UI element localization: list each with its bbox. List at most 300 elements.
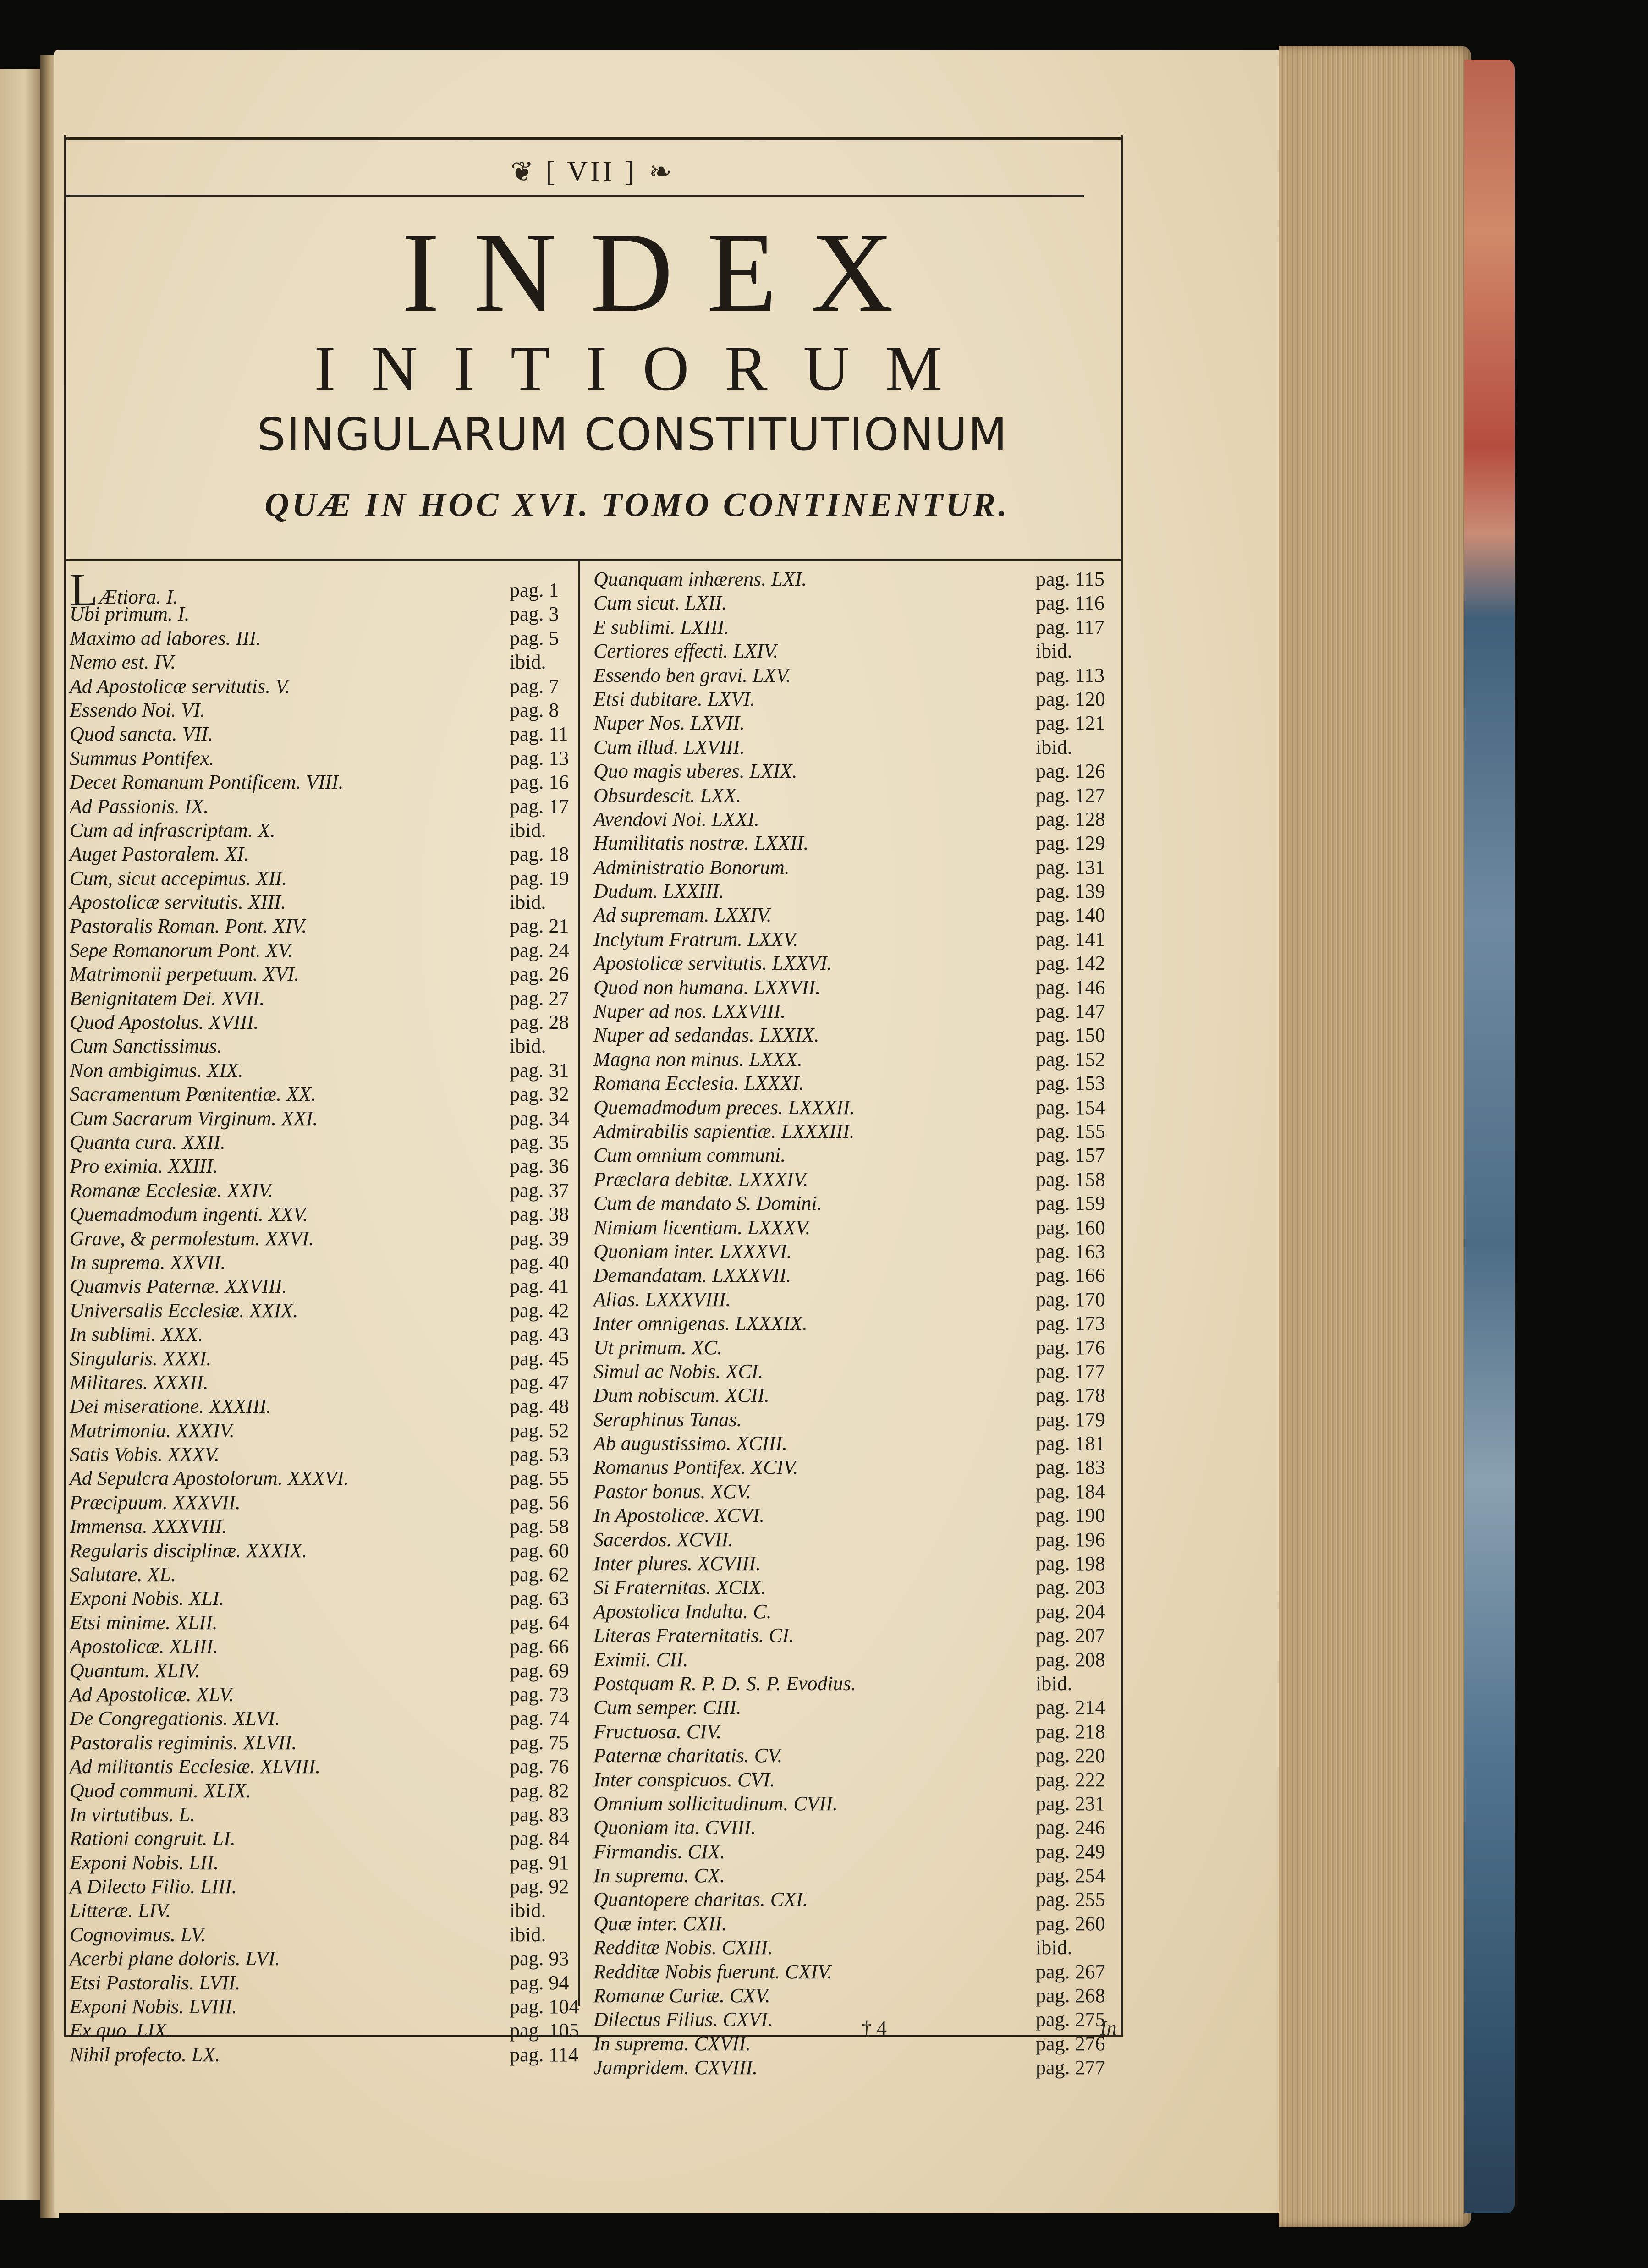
- index-entry: [593, 1360, 1125, 1384]
- index-entry: [593, 1672, 1125, 1696]
- entry-page: pag. 82: [510, 1779, 569, 1802]
- index-entry: [593, 1744, 1125, 1768]
- index-entry: [70, 987, 578, 1010]
- entry-incipit: Fructuosa. CIV.: [593, 1720, 722, 1743]
- index-entry: [70, 1731, 578, 1755]
- entry-incipit: Nuper ad sedandas. LXXIX.: [593, 1024, 819, 1047]
- entry-incipit: Universalis Ecclesiæ. XXIX.: [70, 1299, 298, 1322]
- index-entry: [593, 591, 1125, 615]
- entry-page: pag. 140: [1036, 904, 1105, 927]
- entry-incipit: Cum sicut. LXII.: [593, 592, 727, 615]
- title-subtitle: QUÆ IN HOC XVI. TOMO CONTINENTUR.: [264, 486, 1010, 524]
- entry-page: pag. 92: [510, 1875, 569, 1898]
- entry-incipit: Quanquam inhærens. LXI.: [593, 568, 807, 590]
- entry-incipit: Seraphinus Tanas.: [593, 1408, 742, 1431]
- index-entry: [70, 795, 578, 818]
- entry-incipit: Salutare. XL.: [70, 1563, 176, 1586]
- index-entry: [70, 1827, 578, 1851]
- entry-incipit: Satis Vobis. XXXV.: [70, 1443, 220, 1466]
- entry-page: ibid.: [510, 818, 546, 841]
- entry-incipit: Postquam R. P. D. S. P. Evodius.: [593, 1672, 856, 1695]
- entry-page: pag. 3: [510, 603, 559, 626]
- entry-page: pag. 141: [1036, 928, 1105, 950]
- entry-incipit: Quod communi. XLIX.: [70, 1779, 251, 1802]
- entry-page: pag. 37: [510, 1179, 569, 1202]
- entry-incipit: Pastoralis Roman. Pont. XIV.: [70, 915, 307, 938]
- index-entry: [593, 831, 1125, 855]
- entry-page: pag. 181: [1036, 1432, 1105, 1455]
- entry-incipit: Omnium sollicitudinum. CVII.: [593, 1792, 838, 1815]
- entry-incipit: Grave, & permolestum. XXVI.: [70, 1227, 314, 1250]
- entry-page: ibid.: [510, 651, 546, 674]
- left-page-edge: [0, 69, 41, 2200]
- index-entry: [70, 1971, 578, 1995]
- entry-incipit: Cum de mandato S. Domini.: [593, 1192, 822, 1215]
- index-entry: [70, 1635, 578, 1658]
- entry-page: pag. 127: [1036, 784, 1105, 807]
- entry-page: pag. 69: [510, 1659, 569, 1682]
- index-entry: [70, 1947, 578, 1971]
- entry-incipit: Matrimonia. XXXIV.: [70, 1419, 235, 1442]
- index-entry: [70, 1611, 578, 1635]
- index-entry: [70, 1587, 578, 1610]
- entry-incipit: Acerbi plane doloris. LVI.: [70, 1947, 280, 1970]
- index-entry: [593, 1912, 1125, 1936]
- entry-incipit: Quæ inter. CXII.: [593, 1912, 727, 1935]
- entry-page: pag. 8: [510, 698, 559, 721]
- entry-incipit: Nuper Nos. LXVII.: [593, 712, 745, 735]
- entry-incipit: Admirabilis sapientiæ. LXXXIII.: [593, 1120, 855, 1142]
- entry-page: pag. 74: [510, 1707, 569, 1730]
- fleuron-left-icon: ❦: [511, 157, 534, 187]
- marbled-binding: [1464, 60, 1515, 2213]
- entry-incipit: Cum Sanctissimus.: [70, 1035, 222, 1058]
- entry-incipit: Ex quo. LIX.: [70, 2019, 172, 2042]
- entry-incipit: Quod sancta. VII.: [70, 723, 213, 746]
- entry-page: pag. 13: [510, 747, 569, 769]
- entry-incipit: Quo magis uberes. LXIX.: [593, 760, 797, 783]
- index-entry: [593, 879, 1125, 903]
- entry-incipit: Quantum. XLIV.: [70, 1659, 200, 1682]
- entry-incipit: In suprema. CX.: [593, 1864, 725, 1887]
- index-entry: [70, 1179, 578, 1203]
- index-entry: [70, 1203, 578, 1226]
- entry-incipit: Exponi Nobis. XLI.: [70, 1587, 225, 1610]
- entry-page: pag. 93: [510, 1947, 569, 1970]
- entry-page: pag. 179: [1036, 1408, 1105, 1431]
- entry-page: pag. 52: [510, 1419, 569, 1442]
- entry-page: pag. 176: [1036, 1336, 1105, 1359]
- entry-incipit: In suprema. CXVII.: [593, 2032, 751, 2055]
- entry-incipit: Romana Ecclesia. LXXXI.: [593, 1072, 804, 1095]
- column-divider: [578, 560, 580, 2006]
- index-entry: [593, 1455, 1125, 1479]
- entry-page: pag. 214: [1036, 1696, 1105, 1719]
- entry-page: pag. 178: [1036, 1384, 1105, 1407]
- entry-incipit: Certiores effecti. LXIV.: [593, 640, 779, 663]
- index-entry: [593, 1600, 1125, 1624]
- entry-page: pag. 207: [1036, 1624, 1105, 1647]
- index-entry: [593, 664, 1125, 687]
- index-entry: [593, 1336, 1125, 1360]
- entry-incipit: Dilectus Filius. CXVI.: [593, 2008, 773, 2031]
- entry-page: pag. 153: [1036, 1072, 1105, 1095]
- entry-page: pag. 34: [510, 1107, 569, 1130]
- entry-incipit: Cognovimus. LV.: [70, 1923, 206, 1946]
- entry-incipit: Romanæ Curiæ. CXV.: [593, 1984, 770, 2007]
- entry-incipit: Quamvis Paternæ. XXVIII.: [70, 1275, 287, 1298]
- entry-incipit: Exponi Nobis. LII.: [70, 1851, 219, 1874]
- entry-page: pag. 38: [510, 1203, 569, 1226]
- index-entry: [593, 1168, 1125, 1192]
- index-entry: [593, 784, 1125, 807]
- entry-page: pag. 249: [1036, 1840, 1105, 1863]
- catchword: In: [1100, 2017, 1117, 2039]
- index-entry: [70, 1034, 578, 1058]
- entry-page: ibid.: [1036, 1672, 1072, 1695]
- entry-page: pag. 116: [1036, 592, 1104, 615]
- entry-page: pag. 146: [1036, 976, 1105, 999]
- index-entry: [593, 1816, 1125, 1840]
- index-entry: [70, 1851, 578, 1875]
- entry-page: pag. 131: [1036, 856, 1105, 879]
- index-entry: [593, 759, 1125, 783]
- entry-incipit: Etsi dubitare. LXVI.: [593, 687, 755, 710]
- entry-incipit: Præclara debitæ. LXXXIV.: [593, 1168, 808, 1191]
- entry-page: pag. 268: [1036, 1984, 1105, 2007]
- entry-page: ibid.: [1036, 1936, 1072, 1959]
- entry-page: pag. 231: [1036, 1792, 1105, 1815]
- entry-incipit: Jampridem. CXVIII.: [593, 2056, 758, 2079]
- index-entry: [70, 1466, 578, 1490]
- folio-number: [ VII ]: [545, 156, 637, 187]
- entry-page: pag. 114: [510, 2043, 578, 2066]
- entry-incipit: Ab augustissimo. XCIII.: [593, 1432, 787, 1455]
- entry-page: pag. 218: [1036, 1720, 1105, 1743]
- entry-page: pag. 75: [510, 1731, 569, 1754]
- entry-incipit: Apostolicæ servitutis. XIII.: [70, 891, 286, 914]
- entry-incipit: Rationi congruit. LI.: [70, 1827, 236, 1850]
- index-entry: [70, 842, 578, 866]
- title-initiorum: INITIORUM: [314, 333, 978, 404]
- entry-page: pag. 45: [510, 1347, 569, 1370]
- index-entry: [70, 890, 578, 914]
- running-head: [486, 147, 697, 197]
- entry-page: pag. 196: [1036, 1528, 1105, 1551]
- entry-page: pag. 42: [510, 1299, 569, 1322]
- entry-page: pag. 160: [1036, 1216, 1105, 1239]
- index-entry: [70, 1755, 578, 1779]
- entry-page: pag. 246: [1036, 1816, 1105, 1839]
- entry-page: pag. 84: [510, 1827, 569, 1850]
- index-entry: [70, 1995, 578, 2019]
- entry-page: pag. 121: [1036, 712, 1105, 735]
- index-entry: [593, 903, 1125, 927]
- index-entry: [593, 1216, 1125, 1240]
- index-entry: [593, 615, 1125, 639]
- entry-incipit: Ad militantis Ecclesiæ. XLVIII.: [70, 1755, 321, 1778]
- signature-mark: † 4: [862, 2017, 887, 2039]
- entry-page: pag. 55: [510, 1467, 569, 1490]
- entry-page: pag. 170: [1036, 1288, 1105, 1311]
- index-entry: [70, 1803, 578, 1827]
- initial-letter: L: [70, 564, 99, 616]
- entry-incipit: Literas Fraternitatis. CI.: [593, 1624, 794, 1647]
- index-entry: [70, 1491, 578, 1515]
- entry-page: pag. 275: [1036, 2008, 1105, 2031]
- entry-page: pag. 255: [1036, 1888, 1105, 1911]
- entry-incipit: Ut primum. XC.: [593, 1336, 723, 1359]
- index-entry: [70, 1154, 578, 1178]
- entry-incipit: Pro eximia. XXIII.: [70, 1155, 218, 1178]
- entry-incipit: Summus Pontifex.: [70, 747, 214, 769]
- index-entry: [70, 1395, 578, 1418]
- entry-incipit: Avendovi Noi. LXXI.: [593, 807, 759, 830]
- entry-incipit: Romanus Pontifex. XCIV.: [593, 1456, 798, 1479]
- entry-incipit: Romanæ Ecclesiæ. XXIV.: [70, 1179, 273, 1202]
- index-entry: [593, 1576, 1125, 1599]
- fleuron-right-icon: ❧: [648, 157, 672, 187]
- entry-page: pag. 60: [510, 1539, 569, 1562]
- index-entry: [593, 1263, 1125, 1287]
- entry-page: pag. 39: [510, 1227, 569, 1250]
- index-entry: [593, 2032, 1125, 2056]
- entry-page: pag. 117: [1036, 615, 1104, 638]
- entry-incipit: Alias. LXXXVIII.: [593, 1288, 731, 1311]
- index-entry: [593, 2008, 1125, 2032]
- entry-page: pag. 104: [510, 1995, 579, 2018]
- entry-page: pag. 177: [1036, 1360, 1105, 1383]
- entry-incipit: Sepe Romanorum Pont. XV.: [70, 939, 293, 961]
- entry-incipit: Cum, sicut accepimus. XII.: [70, 867, 287, 890]
- index-entry: [593, 639, 1125, 663]
- index-entry: [593, 1288, 1125, 1312]
- index-entry: [593, 1792, 1125, 1816]
- index-entry: [70, 675, 578, 698]
- entry-page: pag. 35: [510, 1131, 569, 1153]
- index-entry: [70, 770, 578, 794]
- entry-incipit: Redditæ Nobis fuerunt. CXIV.: [593, 1960, 833, 1983]
- entry-page: pag. 5: [510, 626, 559, 649]
- index-entry: [593, 1192, 1125, 1215]
- entry-page: pag. 139: [1036, 880, 1105, 903]
- index-entry: [70, 722, 578, 746]
- entry-page: pag. 24: [510, 939, 569, 961]
- entry-page: pag. 126: [1036, 760, 1105, 783]
- entry-incipit: Pastor bonus. XCV.: [593, 1480, 751, 1503]
- entry-incipit: Cum omnium communi.: [593, 1144, 786, 1167]
- entry-incipit: Nihil profecto. LX.: [70, 2043, 220, 2066]
- entry-page: pag. 147: [1036, 1000, 1105, 1023]
- entry-page: pag. 220: [1036, 1744, 1105, 1767]
- entry-page: pag. 11: [510, 723, 568, 746]
- index-entry: [70, 1659, 578, 1683]
- entry-incipit: Sacramentum Pœnitentiæ. XX.: [70, 1083, 316, 1106]
- entry-incipit: In sublimi. XXX.: [70, 1323, 203, 1346]
- entry-page: pag. 120: [1036, 687, 1105, 710]
- entry-page: pag. 157: [1036, 1144, 1105, 1167]
- index-entry: [70, 2043, 578, 2067]
- entry-incipit: Ad Passionis. IX.: [70, 795, 209, 818]
- index-entry: [593, 1143, 1125, 1167]
- index-entry: [70, 1131, 578, 1154]
- entry-page: pag. 260: [1036, 1912, 1105, 1935]
- entry-incipit: Etsi minime. XLII.: [70, 1611, 218, 1634]
- entry-page: pag. 21: [510, 915, 569, 938]
- entry-incipit: Cum Sacrarum Virginum. XXI.: [70, 1107, 318, 1130]
- entry-incipit: Apostolicæ. XLIII.: [70, 1635, 218, 1658]
- entry-page: pag. 7: [510, 675, 559, 697]
- index-entry: [593, 1648, 1125, 1672]
- entry-page: pag. 276: [1036, 2032, 1105, 2055]
- entry-incipit: Benignitatem Dei. XVII.: [70, 987, 265, 1010]
- entry-page: pag. 28: [510, 1011, 569, 1034]
- entry-page: ibid.: [510, 1899, 546, 1922]
- index-entry: [70, 1515, 578, 1538]
- index-entry: [70, 2019, 578, 2043]
- entry-incipit: Si Fraternitas. XCIX.: [593, 1576, 766, 1599]
- entry-incipit: Dei miseratione. XXXIII.: [70, 1395, 271, 1418]
- index-entry: [593, 976, 1125, 999]
- entry-page: pag. 190: [1036, 1504, 1105, 1527]
- entry-page: pag. 159: [1036, 1192, 1105, 1215]
- entry-page: ibid.: [1036, 640, 1072, 663]
- index-entry: [70, 1227, 578, 1251]
- index-entry: [593, 1384, 1125, 1407]
- entry-page: pag. 183: [1036, 1456, 1105, 1479]
- entry-incipit: Nemo est. IV.: [70, 651, 176, 674]
- index-entry: [70, 914, 578, 938]
- entry-incipit: Maximo ad labores. III.: [70, 626, 261, 649]
- entry-incipit: Pastoralis regiminis. XLVII.: [70, 1731, 297, 1754]
- entry-incipit: Regularis disciplinæ. XXXIX.: [70, 1539, 308, 1562]
- index-entry: [593, 1624, 1125, 1647]
- index-entry: [593, 856, 1125, 879]
- entry-incipit: Immensa. XXXVIII.: [70, 1515, 227, 1538]
- entry-incipit: Eximii. CII.: [593, 1648, 688, 1671]
- entry-page: pag. 83: [510, 1803, 569, 1826]
- index-entry: [593, 1552, 1125, 1576]
- index-entry: [70, 1875, 578, 1899]
- entry-page: pag. 129: [1036, 832, 1105, 855]
- entry-incipit: Quoniam inter. LXXXVI.: [593, 1240, 792, 1263]
- entry-incipit: Matrimonii perpetuum. XVI.: [70, 963, 300, 986]
- index-entry: [593, 1023, 1125, 1047]
- entry-incipit: Ubi primum. I.: [70, 603, 190, 626]
- title-singularum: SINGULARUM CONSTITUTIONUM: [257, 409, 1008, 461]
- entry-page: pag. 158: [1036, 1168, 1105, 1191]
- index-entry: [593, 1936, 1125, 1960]
- index-entry: [593, 1504, 1125, 1527]
- entry-page: ibid.: [510, 1035, 546, 1058]
- entry-page: pag. 173: [1036, 1312, 1105, 1335]
- index-entry: [593, 1071, 1125, 1095]
- index-entry: [593, 1408, 1125, 1432]
- index-entry: [70, 747, 578, 770]
- index-entry: [593, 1720, 1125, 1744]
- entry-incipit: Paternæ charitatis. CV.: [593, 1744, 783, 1767]
- index-entry: [593, 2056, 1125, 2080]
- entry-incipit: A Dilecto Filio. LIII.: [70, 1875, 237, 1898]
- index-entry: [70, 626, 578, 650]
- index-entry: [70, 1059, 578, 1082]
- entry-incipit: Inter plures. XCVIII.: [593, 1552, 761, 1575]
- index-entry: [593, 711, 1125, 735]
- entry-page: pag. 254: [1036, 1864, 1105, 1887]
- entry-incipit: Quanta cura. XXII.: [70, 1131, 225, 1153]
- page-block-edge: [1279, 46, 1471, 2227]
- entry-page: pag. 31: [510, 1059, 569, 1082]
- entry-page: pag. 94: [510, 1971, 569, 1994]
- entry-page: pag. 204: [1036, 1600, 1105, 1623]
- entry-page: pag. 63: [510, 1587, 569, 1610]
- entry-page: pag. 18: [510, 843, 569, 866]
- entry-page: pag. 41: [510, 1275, 569, 1298]
- entry-incipit: In Apostolicæ. XCVI.: [593, 1504, 765, 1527]
- entry-page: pag. 66: [510, 1635, 569, 1658]
- entry-page: pag. 62: [510, 1563, 569, 1586]
- entry-incipit: Quod Apostolus. XVIII.: [70, 1011, 259, 1034]
- entry-page: pag. 150: [1036, 1024, 1105, 1047]
- entry-page: pag. 48: [510, 1395, 569, 1418]
- entry-incipit: Essendo ben gravi. LXV.: [593, 664, 791, 686]
- entry-page: pag. 155: [1036, 1120, 1105, 1142]
- index-entry: [593, 1240, 1125, 1263]
- index-entry: [593, 1312, 1125, 1335]
- entry-incipit: Quoniam ita. CVIII.: [593, 1816, 756, 1839]
- entry-incipit: Cum ad infrascriptam. X.: [70, 818, 275, 841]
- entry-incipit: Militares. XXXII.: [70, 1371, 209, 1394]
- entry-incipit: Ad Apostolicæ servitutis. V.: [70, 675, 291, 697]
- entry-page: pag. 166: [1036, 1264, 1105, 1287]
- entry-incipit: De Congregationis. XLVI.: [70, 1707, 280, 1730]
- entry-incipit: Inclytum Fratrum. LXXV.: [593, 928, 798, 950]
- entry-page: pag. 115: [1036, 568, 1104, 590]
- index-entry: [70, 1563, 578, 1587]
- entry-page: pag. 198: [1036, 1552, 1105, 1575]
- entry-incipit: In suprema. XXVII.: [70, 1251, 226, 1274]
- index-entry: [70, 1683, 578, 1707]
- index-entry: [70, 1539, 578, 1563]
- index-entry: [70, 698, 578, 722]
- index-entry: [70, 1779, 578, 1803]
- entry-page: ibid.: [1036, 736, 1072, 758]
- index-entry: [70, 1274, 578, 1298]
- entry-page: ibid.: [510, 891, 546, 914]
- entry-incipit: Administratio Bonorum.: [593, 856, 790, 879]
- entry-page: pag. 73: [510, 1683, 569, 1706]
- index-entry: [70, 962, 578, 986]
- entry-incipit: Humilitatis nostræ. LXXII.: [593, 832, 809, 855]
- index-entry: [70, 1107, 578, 1131]
- entry-page: pag. 142: [1036, 952, 1105, 975]
- index-entry: [70, 1010, 578, 1034]
- entry-page: pag. 105: [510, 2019, 579, 2042]
- index-entry: [70, 1299, 578, 1323]
- entry-page: pag. 152: [1036, 1048, 1105, 1071]
- index-entry: [593, 1984, 1125, 2008]
- entry-page: pag. 154: [1036, 1096, 1105, 1119]
- index-entry: [593, 1120, 1125, 1143]
- index-entry: [70, 1923, 578, 1947]
- index-entry: [593, 951, 1125, 975]
- index-entry: [593, 736, 1125, 759]
- entry-page: pag. 128: [1036, 807, 1105, 830]
- entry-incipit: Magna non minus. LXXX.: [593, 1048, 802, 1071]
- index-entry: [593, 1840, 1125, 1864]
- entry-incipit: Dum nobiscum. XCII.: [593, 1384, 769, 1407]
- index-entry: [593, 1960, 1125, 1984]
